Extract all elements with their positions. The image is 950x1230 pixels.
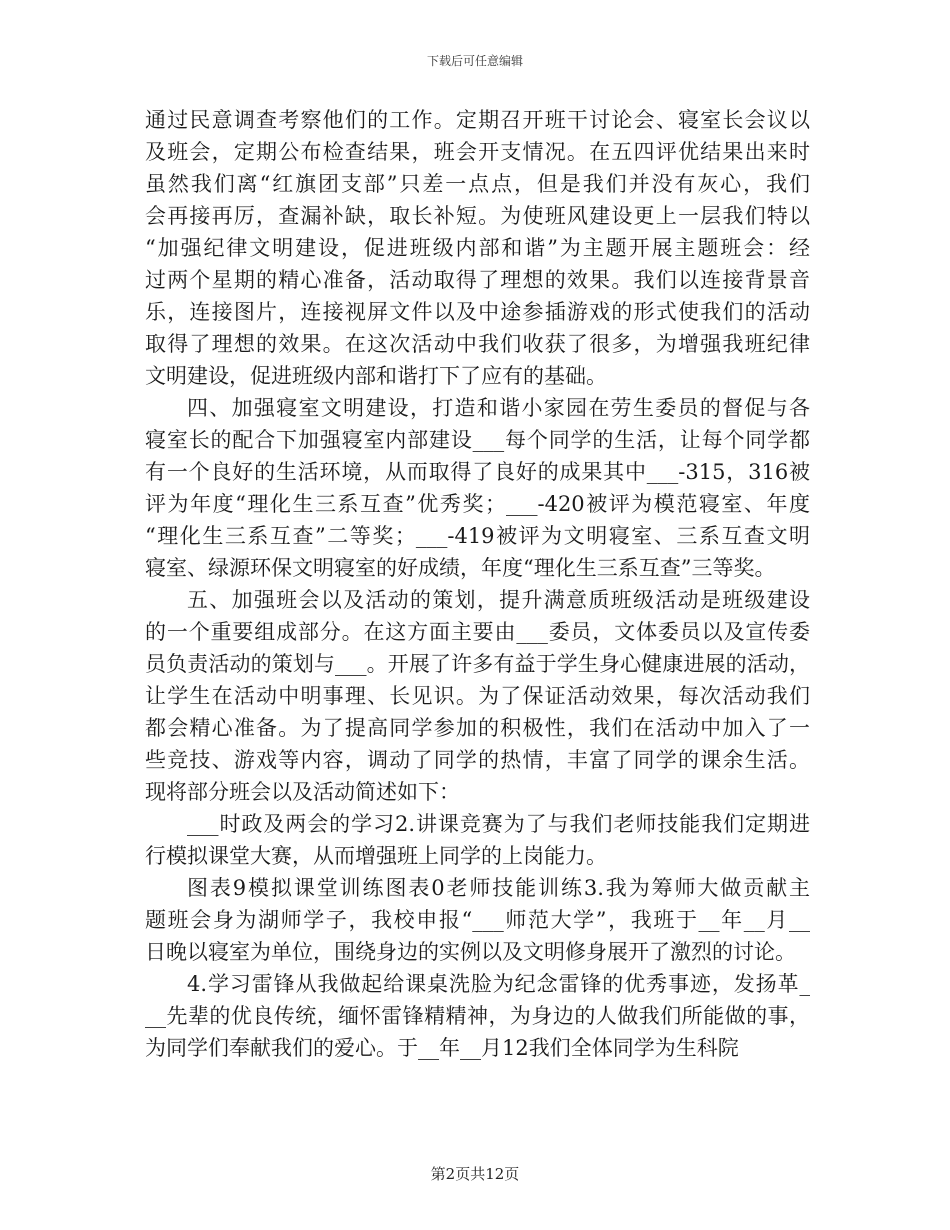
text-line: “理化生三系互查”二等奖；___-419被评为文明寝室、三系互查文明	[145, 524, 810, 548]
text-line: 及班会，定期公布检查结果，班会开支情况。在五四评优结果出来时	[145, 140, 810, 164]
document-body	[145, 104, 810, 1064]
text-line: 题班会身为湖师学子，我校申报“___师范大学”，我班于__年__月__	[145, 908, 810, 932]
text-line: 过两个星期的精心准备，活动取得了理想的效果。我们以连接背景音	[145, 268, 810, 292]
text-line: 现将部分班会以及活动简述如下：	[145, 780, 460, 804]
text-line: 寝室长的配合下加强寝室内部建设___每个同学的生活，让每个同学都	[145, 428, 810, 452]
section-heading-line: 五、加强班会以及活动的策划，提升满意质班级活动是班级建设	[187, 588, 810, 612]
text-line: 日晚以寝室为单位，围绕身边的实例以及文明修身展开了激烈的讨论。	[145, 940, 796, 964]
text-line: 有一个良好的生活环境，从而取得了良好的成果其中___-315，316被	[145, 460, 810, 484]
text-line: 些竞技、游戏等内容，调动了同学的热情，丰富了同学的课余生活。	[145, 748, 810, 772]
text-line: 文明建设，促进班级内部和谐打下了应有的基础。	[145, 364, 607, 388]
text-line: 会再接再厉，查漏补缺，取长补短。为使班风建设更上一层我们特以	[145, 204, 810, 228]
text-line: ___时政及两会的学习2.讲课竞赛为了与我们老师技能我们定期进	[187, 812, 810, 836]
text-line: 的一个重要组成部分。在这方面主要由___委员，文体委员以及宣传委	[145, 620, 810, 644]
text-line: 4.学习雷锋从我做起给课桌洗脸为纪念雷锋的优秀事迹，发扬革_	[187, 972, 810, 996]
text-line: 乐，连接图片，连接视屏文件以及中途参插游戏的形式使我们的活动	[145, 300, 810, 324]
text-line: 图表9模拟课堂训练图表0老师技能训练3.我为筹师大做贡献主	[187, 876, 810, 900]
page-number-footer: 第2页共12页	[430, 1165, 520, 1183]
text-line: 员负责活动的策划与___。开展了许多有益于学生身心健康进展的活动，	[145, 652, 810, 676]
text-line: 寝室、绿源环保文明寝室的好成绩，年度“理化生三系互查”三等奖。	[145, 556, 776, 580]
page-header: 下载后可任意编辑	[426, 54, 523, 68]
text-line: 为同学们奉献我们的爱心。于__年__月12我们全体同学为生科院	[145, 1036, 739, 1060]
text-line: 通过民意调查考察他们的工作。定期召开班干讨论会、寝室长会议以	[145, 108, 810, 132]
text-line: 取得了理想的效果。在这次活动中我们收获了很多，为增强我班纪律	[145, 332, 810, 356]
text-line: 虽然我们离“红旗团支部”只差一点点，但是我们并没有灰心，我们	[145, 172, 810, 196]
section-heading-line: 四、加强寝室文明建设，打造和谐小家园在劳生委员的督促与各	[187, 396, 810, 420]
text-line: __先辈的优良传统，缅怀雷锋精精神，为身边的人做我们所能做的事，	[145, 1004, 810, 1028]
text-line: 都会精心准备。为了提高同学参加的积极性，我们在活动中加入了一	[145, 716, 810, 740]
text-line: 行模拟课堂大赛，从而增强班上同学的上岗能力。	[145, 844, 607, 868]
text-line: 评为年度“理化生三系互查”优秀奖；___-420被评为模范寝室、年度	[145, 492, 810, 516]
text-line: “加强纪律文明建设，促进班级内部和谐”为主题开展主题班会：经	[145, 236, 810, 260]
text-line: 让学生在活动中明事理、长见识。为了保证活动效果，每次活动我们	[145, 684, 810, 708]
